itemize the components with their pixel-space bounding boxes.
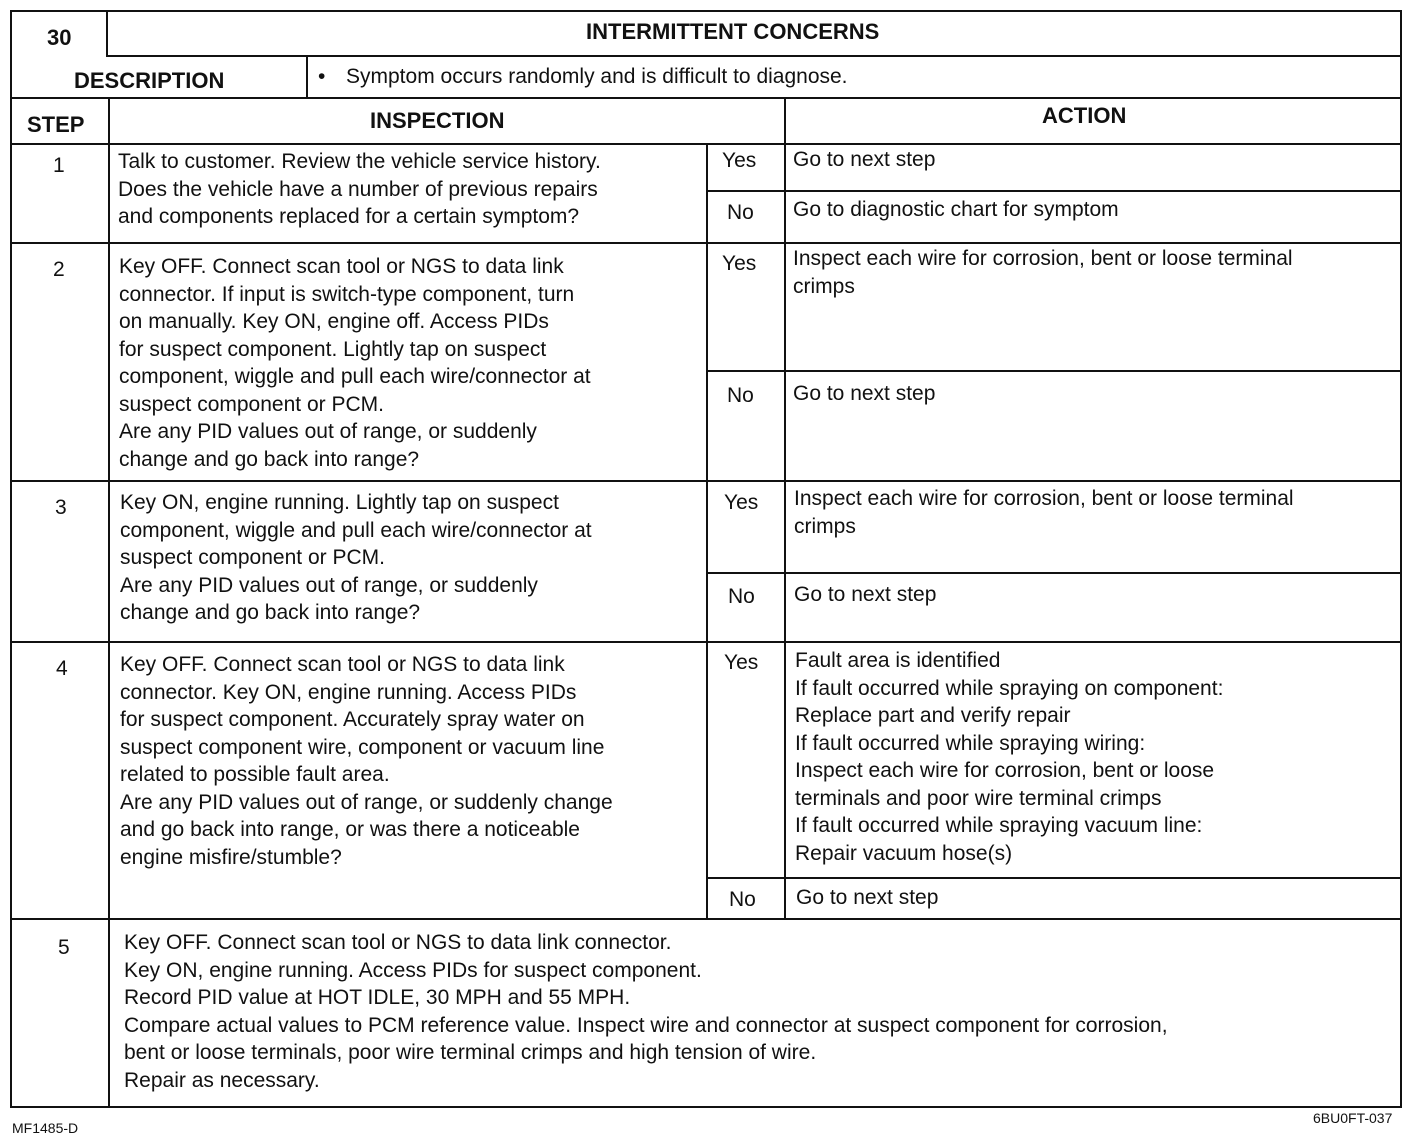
inspection-line: suspect component or PCM. [120,546,385,569]
step3-yes-no-divider [706,572,1402,574]
step4-yes-action [795,647,1223,867]
yes-label: Yes [724,491,759,514]
inspection-line: Does the vehicle have a number of previous repairs [118,177,598,201]
inspection-line: related to possible fault area. [120,763,390,786]
page-title: INTERMITTENT CONCERNS [586,19,880,44]
step3-inspection [120,489,592,627]
action-line: Go to diagnostic chart for symptom [793,198,1119,221]
step4-yes-no-divider [706,877,1402,879]
step4-inspection [120,651,613,871]
description-divider [306,57,308,97]
inspection-line: for suspect component. Accurately spray water on [120,708,585,731]
action-line: If fault occurred while spraying vacuum line: [795,814,1203,837]
action-line: crimps [794,514,856,538]
inspection-line: for suspect component. Lightly tap on suspect [119,337,547,361]
inspection-line: Key ON, engine running. Lightly tap on suspect [120,491,559,514]
action-column-header: ACTION [1042,103,1127,128]
action-line: Go to next step [794,583,937,606]
inspection-line: Record PID value at HOT IDLE, 30 MPH and 55 MPH. [124,986,631,1009]
step3-yes-action [794,485,1294,540]
action-line: Go to next step [793,382,936,405]
description-text: Symptom occurs randomly and is difficult to diagnose. [346,65,848,88]
inspection-line: component, wiggle and pull each wire/connector at [119,365,591,388]
step1-no-action [793,196,1119,224]
step2-yes-no-divider [706,370,1402,372]
step1-inspection [118,148,601,231]
inspection-line: Key OFF. Connect scan tool or NGS to data link [120,653,565,676]
inspection-line: Are any PID values out of range, or suddenly [119,420,537,443]
inspection-line: and components replaced for a certain symptom? [118,205,580,228]
inspection-line: change and go back into range? [119,447,420,471]
inspection-line: connector. If input is switch-type component, turn [119,282,575,306]
action-line: If fault occurred while spraying on component: [795,676,1224,700]
step2-yes-action [793,245,1293,300]
step-number: 3 [55,496,67,519]
inspection-line: Key ON, engine running. Access PIDs for suspect component. [124,958,702,982]
action-line: If fault occurred while spraying wiring: [795,731,1146,755]
inspection-line: and go back into range, or was there a noticeable [120,818,580,841]
left-figure-code: MF1485-D [12,1120,79,1136]
inspection-line: Compare actual values to PCM reference value. Inspect wire and connector at suspect component for corrosion, [124,1013,1168,1037]
step-column-divider [108,97,110,1108]
inspection-line: connector. Key ON, engine running. Access PIDs [120,680,577,704]
no-label: No [729,888,756,911]
inspection-column-header: INSPECTION [370,108,505,133]
action-line: Inspect each wire for corrosion, bent or loose terminal [794,487,1294,510]
action-line: Replace part and verify repair [795,704,1071,727]
action-line: Go to next step [793,148,936,171]
inspection-line: Key OFF. Connect scan tool or NGS to data link [119,255,564,278]
inspection-line: change and go back into range? [120,601,421,624]
step-number: 5 [58,936,70,959]
inspection-line: Are any PID values out of range, or suddenly [120,573,538,597]
action-column-divider [784,97,786,918]
inspection-line: Talk to customer. Review the vehicle service history. [118,150,601,173]
step4-bottom-line [10,918,1402,920]
step-number: 4 [56,657,68,680]
action-line: Repair vacuum hose(s) [795,841,1013,865]
step2-no-action [793,380,935,408]
inspection-line: Key OFF. Connect scan tool or NGS to data link connector. [124,931,672,954]
inspection-line: bent or loose terminals, poor wire terminal crimps and high tension of wire. [124,1041,817,1064]
action-line: Fault area is identified [795,649,1001,672]
inspection-line: suspect component wire, component or vacuum line [120,735,605,759]
yes-label: Yes [722,252,757,275]
step-number: 1 [53,154,65,177]
right-figure-code: 6BU0FT-037 [1313,1110,1393,1126]
yes-label: Yes [722,149,757,172]
header-divider [106,55,1402,57]
header-number-divider [106,11,108,57]
step4-no-action [796,884,938,912]
section-number: 30 [47,25,72,50]
step-column-header: STEP [27,112,85,137]
description-bullet: • [318,65,326,88]
step2-bottom-line [10,480,1402,482]
yes-no-column-left-line [706,143,708,918]
step1-bottom-line [10,242,1402,244]
action-line: Go to next step [796,886,939,909]
description-label: DESCRIPTION [74,68,225,93]
action-line: Inspect each wire for corrosion, bent or loose terminal [793,247,1293,270]
step3-bottom-line [10,641,1402,643]
inspection-line: Repair as necessary. [124,1068,320,1092]
inspection-line: suspect component or PCM. [119,392,384,416]
inspection-line: engine misfire/stumble? [120,845,342,869]
step-number: 2 [53,258,65,281]
inspection-line: on manually. Key ON, engine off. Access PIDs [119,310,549,333]
description-bottom-line [10,97,1402,99]
action-line: crimps [793,274,855,298]
no-label: No [727,201,754,224]
no-label: No [727,384,754,407]
inspection-line: Are any PID values out of range, or suddenly change [120,790,613,814]
action-line: Inspect each wire for corrosion, bent or loose [795,759,1215,782]
yes-label: Yes [724,651,759,674]
step1-yes-action [793,146,935,174]
step1-yes-no-divider [706,190,1402,192]
action-line: terminals and poor wire terminal crimps [795,786,1162,810]
step3-no-action [794,581,936,609]
no-label: No [728,585,755,608]
inspection-line: component, wiggle and pull each wire/connector at [120,518,592,542]
step5-inspection [124,929,1168,1094]
step2-inspection [119,253,591,473]
